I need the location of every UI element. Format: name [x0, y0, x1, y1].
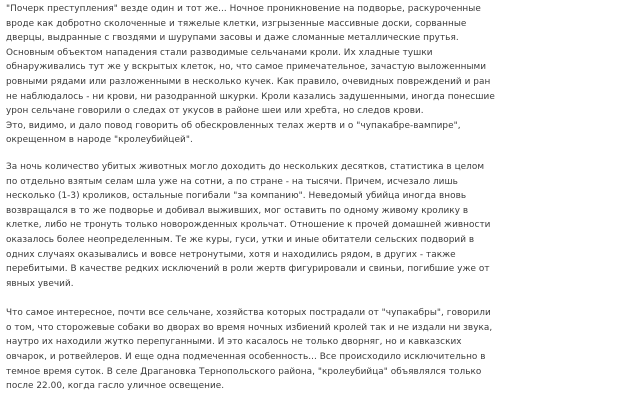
paragraph-line: овчарок, и ротвейлеров. И еще одна подмеченная особенность... Все происходило исключительно в: [6, 352, 486, 363]
paragraph-line: по отдельно взятым селам шла уже на сотни, а по стране - на тысячи. Причем, исчезало лишь: [6, 176, 458, 187]
article-paragraph: [6, 306, 616, 394]
paragraph-line: перебитыми. В качестве редких исключений в роли жертв фигурировали и свиньи, погибшие уже от: [6, 264, 490, 275]
paragraph-line: За ночь количество убитых животных могло доходить до нескольких десятков, статистика в целом: [6, 161, 485, 172]
paragraph-line: обнаруживались тут же у вскрытых клеток, но, что самое примечательное, зачастую выложенными: [6, 62, 487, 73]
paragraph-line: Что самое интересное, почти все сельчане, хозяйства которых пострадали от "чупакабры", говорили: [6, 308, 491, 319]
paragraph-line: окрещенном в народе "кролеубийцей".: [6, 135, 193, 146]
paragraph-line: темное время суток. В селе Драгановка Тернопольского района, "кролеубийца" объявлялся только: [6, 366, 482, 377]
paragraph-line: Это, видимо, и дало повод говорить об обескровленных телах жертв и о "чупакабре-вампире",: [6, 120, 461, 131]
paragraph-line: ровными рядами или разложенными в несколько кучек. Как правило, очевидных повреждений и ран: [6, 76, 491, 87]
paragraph-line: не наблюдалось - ни крови, ни разодранной шкурки. Кроли казались задушенными, иногда понесшие: [6, 91, 495, 102]
paragraph-line: явных увечий.: [6, 278, 74, 289]
paragraph-line: дверцы, выдранные с гвоздями и шурупами засовы и даже сломанные металлические прутья.: [6, 33, 459, 44]
paragraph-line: клетке, либо не тронуть только новорожденных крольчат. Отношение к прочей домашней живности: [6, 220, 491, 231]
paragraph-line: о том, что сторожевые собаки во дворах во время ночных избиений кролей так и не издали ни звука,: [6, 322, 493, 333]
paragraph-line: несколько (1-3) кроликов, остальные погибали "за компанию". Неведомый убийца иногда вновь: [6, 191, 467, 202]
paragraph-line: оказалось более неопределенным. Те же куры, гуси, утки и иные обитатели сельских подворий в: [6, 234, 475, 245]
article-paragraph: [6, 160, 616, 291]
paragraph-line: "Почерк преступления" везде один и тот же... Ночное проникновение на подворье, раскуроченные: [6, 4, 481, 14]
paragraph-line: наутро их находили жутко перепуганными. И это касалось не только дворняг, но и кавказских: [6, 337, 462, 348]
article-paragraph: [6, 2, 616, 148]
paragraph-line: Основным объектом нападения стали разводимые сельчанами кроли. Их хладные тушки: [6, 47, 433, 58]
paragraph-line: вроде как добротно сколоченные и тяжелые клетки, изгрызенные массивные доски, сорванные: [6, 18, 467, 29]
paragraph-line: после 22.00, когда гасло уличное освещение.: [6, 381, 225, 392]
paragraph-line: возвращался в то же подворье и добивал выживших, мог оставить по одному живому кролику в: [6, 205, 469, 216]
paragraph-line: урон сельчане говорили о следах от укусов в районе шеи или хребта, но следов крови.: [6, 106, 424, 117]
paragraph-line: одних случаях оказывались и вовсе нетронутыми, хотя и находились рядом, в других - также: [6, 249, 456, 260]
